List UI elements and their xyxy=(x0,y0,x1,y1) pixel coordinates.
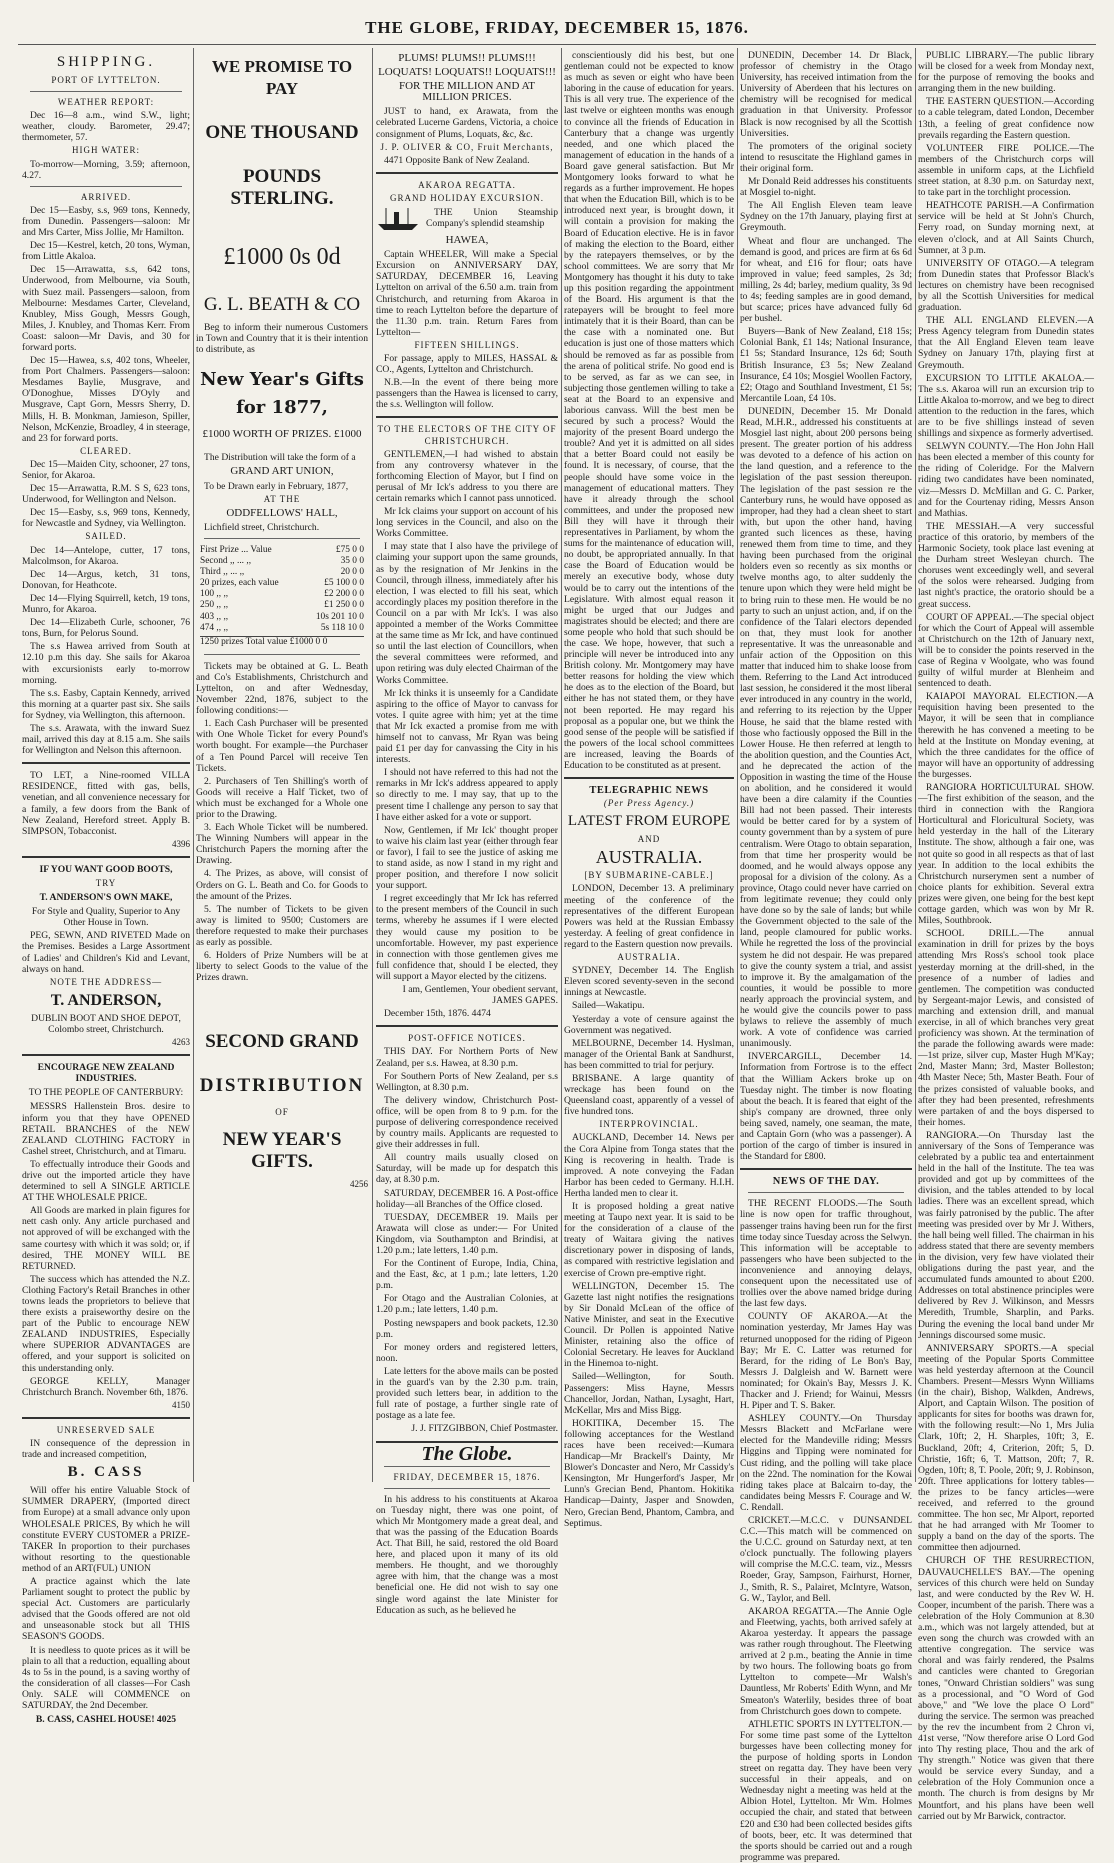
gifts-footer: NEW YEAR'S GIFTS. xyxy=(222,1128,342,1172)
australia-news: MELBOURNE, December 14. Hyslman, manager of the Oriental Bank at Sandhurst, has been committed to trial for perjury. xyxy=(564,1037,734,1071)
post-office-text: THIS DAY. For Northern Ports of New Zealand, per s.s. Hawea, at 8.30 p.m. xyxy=(376,1046,558,1069)
news-item: AKAROA REGATTA.—The Annie Ogle and Fleetwing, yachts, both arrived safely at Akaroa yesterday. It appears the passage was rather rough throughout. The Fleetwing arrived at 2 p.m., beating the Annie in time by two hours. The following boats go from Lyttelton to compete—Mr Walsh's Dauntless, Mr Roberts' Edith Wynn, and Mr Smeaton's Waterlily, besides three of boat from Christchurch goes down to compete. xyxy=(740,1605,912,1717)
regatta-fare: FIFTEEN SHILLINGS. xyxy=(414,339,520,350)
shipping-note: The s.s Hawea arrived from South at 12.10 p.m this day. She sails for Akaroa with excursionists early to-morrow morning. xyxy=(22,641,190,686)
drawn-text: To be Drawn early in February, 1877, xyxy=(204,480,349,492)
oliver-address: 4471 Opposite Bank of New Zealand. xyxy=(384,154,530,166)
conditions-intro: Tickets may be obtained at G. L. Beath and Co's Establishments, Christchurch and Lyttelton, on and after Wednesday, November 22nd, 1876, subject to the following conditions:— xyxy=(196,660,368,717)
prize-value: £1 250 0 0 xyxy=(324,600,364,611)
prize-label: Second ,, ... ,, xyxy=(200,556,252,567)
nz-heading: ENCOURAGE NEW ZEALAND INDUSTRIES. xyxy=(37,1062,175,1085)
masthead: THE GLOBE, FRIDAY, DECEMBER 15, 1876. xyxy=(365,18,749,37)
divider xyxy=(22,856,190,858)
australia-news: BRISBANE. A large quantity of wreckage has been found on the Queensland coast, apparently of a vessel of five hundred tons. xyxy=(564,1072,734,1118)
divider xyxy=(376,416,558,418)
news-item: THE MESSIAH.—A very successful practice of this oratorio, by members of the Harmonic Society, took place last evening at the Durham street Wesleyan church. The choruses went exceedingly well, and several of the solos were rehearsed. Judging from last night's practice, the oratorio should be a great success. xyxy=(918,520,1094,610)
news-item: ASHLEY COUNTY.—On Thursday Messrs Blackett and McFarlane were elected for the Mandeville riding; Messrs Higgins and Tipping were nominated for Cust riding, and the polling will take place on the 22nd. The nomination for the Kowai riding takes place at Balcairn to-day, the candidates being Messrs F. Courage and W. C. Rendall. xyxy=(740,1413,912,1513)
arrival-entry: Dec 15—Hawea, s.s, 402 tons, Wheeler, from Port Chalmers. Passengers—saloon: Mesdames Baylie, Musgrave, and O'Donoghue, Misses D'Oyly and Musgrave, Capt Gorn, Messrs Sherry, D. Mills, H. B. Monkman, Jamieson, Spiller, Nelson, McKenzie, Broadley, 4 in steerage, and 23 for forward ports. xyxy=(22,355,190,444)
latest-heading: LATEST FROM EUROPE xyxy=(567,813,731,830)
interprovincial-news: Sailed—Wellington, for South. Passengers: Miss Hayne, Messrs Chancellor, Jordan, Nathan, Lysaght, Hart, McKellar, Mrs and Miss Bigg. xyxy=(564,1371,734,1416)
ship-name: HAWEA, xyxy=(445,234,489,247)
post-office-text: Posting newspapers and book packets, 12.30 p.m. xyxy=(376,1317,558,1340)
post-office-text: For the Continent of Europe, India, China, and the East, &c, at 1 p.m.; late letters, 1.20 p.m. xyxy=(376,1258,558,1292)
at-the: AT THE xyxy=(263,493,301,504)
news-item: SCHOOL DRILL.—The annual examination in drill for prizes by the boys attending Mrs Ross's school took place yesterday morning at the drill-shed, in the presence of a number of ladies and gentlemen. The competition was conducted by Sergeant-major Lewis, and consisted of marching and extension drill, and manual exercise, in all of which branches very great proficiency was shown. At the termination of the parade the following awards were made:—1st prize, silver cup, Master Hugh M'Kay; 2nd, Master Mann; 3rd, Master Bolleston; 4th Master Nece; 5th, Master Beath. Four of the prizes consisted of valuable books, and after they had been presented, refreshments were partaken of and the boys dispersed to their homes. xyxy=(918,928,1094,1128)
nz-text: To effectually introduce their Goods and drive out the imported article they have determined to sell A SINGLE ARTICLE AT THE WHOLESALE PRICE. xyxy=(22,1158,190,1204)
sale-text: Will offer his entire Valuable Stock of SUMMER DRAPERY, (Imported direct from Europe) at a small advance only upon WHOLESALE PRICES, By which he will constitute EVERY CUSTOMER a PRIZE-TAKER In proportion to their purchases without resorting to the questionable method of an ART(FUL) UNION xyxy=(22,1485,190,1574)
electors-text: Mr Ick claims your support on account of his long services in the Council, and also on the Works Committee. xyxy=(376,506,558,540)
invercargill-news: INVERCARGILL, December 14. Information from Fortrose is to the effect that the William Ackers broke up on Tuesday night. The timber is now floating about the beach. It is feared that eight of the ship's company are drowned, three only being saved, namely, one seaman, the mate, and Captain Gorn (who was a passenger). A portion of the cargo of timber is insured in the Standard for £800. xyxy=(740,1051,912,1163)
prize-table xyxy=(200,545,364,648)
column-6 xyxy=(918,50,1094,1822)
condition: 6. Holders of Prize Numbers will be at liberty to select Goods to the value of the Prizes drawn. xyxy=(196,950,368,984)
interprovincial-news: WELLINGTON, December 15. The Gazette last night notifies the resignations by Sir Donald McLean of the office of Native Minister, and seat in the Executive Council. Dr Pollen is appointed Native Minister, retaining also the office of Colonial Secretary. He leaves for Auckland in the Hinemoa to-night. xyxy=(564,1280,734,1370)
prize-label: 100 ,, ,, xyxy=(200,589,229,600)
shipping-note: The s.s. Arawata, with the inward Suez mail, arrived this day at 8.15 a.m. She sails for Wellington and Nelson this afternoon. xyxy=(22,722,190,757)
australia-news: Sailed—Wakatipu. xyxy=(572,1000,645,1012)
gifts-heading: New Year's Gifts xyxy=(200,369,364,391)
prize-row xyxy=(200,623,364,634)
regatta-text: Captain WHEELER, Will make a Special Excursion on ANNIVERSARY DAY, SATURDAY, DECEMBER 16, Leaving Lyttelton on arrival of the 6.50 a.m. train from Christchurch, and returning from Akaroa in time to reach Lyttelton before the departure of the 11.30 p.m. train. Return Fares from Lyttelton— xyxy=(376,249,558,338)
news-of-day-heading: NEWS OF THE DAY. xyxy=(772,1176,880,1188)
shipping-note: The s.s. Easby, Captain Kennedy, arrived this morning at a quarter past six. She sails for Sydney, via Wellington, this afternoon. xyxy=(22,687,190,721)
divider xyxy=(564,777,734,779)
electors-text: Mr Ick thinks it is unseemly for a Candidate aspiring to the office of Mayor to canvass for votes. I quite agree with him; yet at the time that Mr Ick exacted a promise from me with himself not to canvass, Mr Ryan was being paid £1 per day for canvassing the City in his interests. xyxy=(376,687,558,766)
prize-value: £5 100 0 0 xyxy=(324,578,364,589)
prize-label: 20 prizes, each value xyxy=(200,578,279,589)
column-5 xyxy=(740,50,912,1863)
divider xyxy=(22,762,190,764)
nz-text: MESSRS Hallenstein Bros. desire to inform you that they have OPENED RETAIL BRANCHES of the NEW ZEALAND CLOTHING FACTORY in Cashel street, Christchurch, and at Timaru. xyxy=(22,1101,190,1157)
europe-news: LONDON, December 13. A preliminary meeting of the conference of the representatives of the different European Powers was held at the Russian Embassy yesterday. A feeling of great confidence in regard to the Eastern question now prevails. xyxy=(564,883,734,950)
beath-line-1: WE PROMISE TO PAY xyxy=(211,57,353,98)
condition: 2. Purchasers of Ten Shilling's worth of Goods will receive a Half Ticket, two of which must be exchanged for a Whole one prior to the Drawing. xyxy=(196,775,368,820)
dunedin-news: DUNEDIN, December 14. Dr Black, professor of chemistry in the Otago University, has received intimation from the University of Aberdeen that his lectures on chemistry will be recognised for medical graduation in that University. Professor Black is now recognised by all the Scottish Universities. xyxy=(740,50,912,139)
boots-try: TRY xyxy=(95,878,117,888)
sale-name: B. CASS xyxy=(67,1464,145,1481)
prize-label: 250 ,, ,, xyxy=(200,600,229,611)
condition: 1. Each Cash Purchaser will be presented with One Whole Ticket for every Pound's worth bought. For example—the Purchaser of a Ten Pound Parcel will receive Ten Tickets. xyxy=(196,718,368,774)
oliver-text: JUST to hand, ex Arawata, from the celebrated Lucerne Gardens, Victoria, a choice consignment of Plums, Loquats, &c, &c. xyxy=(376,106,558,140)
column-divider xyxy=(193,48,194,1482)
sale-text: It is needless to quote prices as it will be plain to all that a reduction, equalling about 4s to 5s in the pound, is a saving worthy of the consideration of all classes—For Cash Only. SALE will COMMENCE on SATURDAY, the 2nd December. xyxy=(22,1644,190,1711)
condition: 5. The number of Tickets to be given away is limited to 9500; Customers are therefore requested to make their purchases as early as possible. xyxy=(196,903,368,949)
sailed-entry: Dec 14—Elizabeth Curle, schooner, 76 tons, Burn, for Pelorus Sound. xyxy=(22,617,190,640)
news-item: RANGIORA.—On Thursday last the anniversary of the Sons of Temperance was celebrated by a public tea and entertainment held in the hall of the Institute. The tea was provided and got up by committees of the division, and the tables attended to by local ladies. There was an excellent spread, which was fairly patronised by the public. The after meeting was presided over by Mr J. Withers, the hall being well filled. The chairman in his address stated that there are seventy members in the division, very few have violated their obligations during the past year, and the accumulated funds amounted to about £200. Addresses on total abstinence principles were delivered by Rev J. Wilkinson, and Messrs Meredith, Trumble, Sharplin, and Parks. During the evening the local band under Mr Jennings discoursed some music. xyxy=(918,1129,1094,1341)
electors-text: Now, Gentlemen, if Mr Ick' thought proper to waive his claim last year (either through fear or favor), I fail to see the justice of asking me to stand aside, as now I stand in my right and proper position, and therefore I now solicit your support. xyxy=(376,824,558,892)
regatta-subheading: GRAND HOLIDAY EXCURSION. xyxy=(389,192,545,203)
prize-label: Third ,, ... ,, xyxy=(200,567,245,578)
column-2 xyxy=(196,50,368,1482)
prize-value: 35 0 0 xyxy=(340,556,364,567)
electors-text: I may state that I also have the privilege of claiming your support upon the same grounds, as by the resignation of Mr Jenkins in the Council, through illness, immediately after his election, I was elected to fill his seat, which accordingly places my position therefore in the Council on a par with Mr Ick's. I was also appointed a member of the Works Committee at the same time as Mr Ick, and have continued so until the last election of Councillors, when the several committees were reformed, and upon retiring was duly elected Chairman of the Works Committee. xyxy=(376,541,558,686)
beath-money: £1000 0s 0d xyxy=(223,244,341,270)
regatta-notice xyxy=(376,206,558,232)
news-item: THE EASTERN QUESTION.—According to a cable telegram, dated London, December 13th, a feeling of great confidence now prevails regarding the Eastern question. xyxy=(918,96,1094,141)
column-divider xyxy=(561,48,562,1482)
divider xyxy=(22,1417,190,1419)
news-item: HEATHCOTE PARISH.—A Confirmation service will be held at St John's Church, Ferry road, on Sunday morning next, at eleven o'clock, and at All Saints Church, Sumner, at 3 p.m. xyxy=(918,200,1094,256)
nz-subheading: TO THE PEOPLE OF CANTERBURY: xyxy=(28,1087,184,1099)
condition: 4. The Prizes, as above, will consist of Orders on G. L. Beath and Co. for Goods to the amount of the Prizes. xyxy=(196,868,368,902)
divider xyxy=(204,538,360,539)
divider xyxy=(376,1025,558,1027)
column-divider xyxy=(737,48,738,1482)
to-let-ad: TO LET, a Nine-roomed VILLA RESIDENCE, fitted with gas, bells, venetian, and all convenience necessary for a family, a few doors from the Bank of New Zealand, Hereford street. Apply B. SIMPSON, Tobacconist. xyxy=(22,770,190,837)
australia-heading: AUSTRALIA. xyxy=(595,847,703,868)
news-item: COUNTY OF AKAROA.—At the nomination yesterday, Mr James Hay was returned unopposed for the riding of Pigeon Bay; Mr E. C. Latter was returned for Berard, for the riding of Le Bon's Bay, Messrs J. Dalgleish and W. Barnett were nominated; for Okain's Bay, Messrs J. K. Thacker and J. Friend; for Wainui, Messrs H. Piper and T. S. Baker. xyxy=(740,1311,912,1412)
and-word: AND xyxy=(637,834,661,845)
cleared-entry: Dec 15—Maiden City, schooner, 27 tons, Senior, for Akaroa. xyxy=(22,458,190,481)
prize-row xyxy=(200,578,364,589)
beath-intro: Beg to inform their numerous Customers in Town and Country that it is their intention to distribute, as xyxy=(196,322,368,356)
prize-row xyxy=(200,589,364,600)
post-office-text: For Otago and the Australian Colonies, at 1.20 p.m.; late letters, 1.40 p.m. xyxy=(376,1293,558,1316)
dunedin-news: Mr Donald Reid addresses his constituents at Mosgiel to-night. xyxy=(740,176,912,199)
arrival-entry: Dec 15—Kestrel, ketch, 20 tons, Wyman, from Little Akaloa. xyxy=(22,240,190,263)
australia-subheading: AUSTRALIA. xyxy=(617,952,681,963)
divider xyxy=(384,1488,550,1489)
sale-footer: B. CASS, CASHEL HOUSE! 4025 xyxy=(35,1714,177,1726)
high-water: To-morrow—Morning, 3.59; afternoon, 4.27. xyxy=(22,158,190,181)
plums-heading: PLUMS! PLUMS!! PLUMS!!! xyxy=(398,52,536,64)
prize-row xyxy=(200,612,364,623)
divider xyxy=(30,186,182,187)
gifts-year: for 1877, xyxy=(236,397,328,419)
news-item: CHURCH OF THE RESURRECTION, DAUVAUCHELLE'S BAY.—The opening services of this church were held on Sunday last, and were conducted by the Rev W. H. Cooper, incumbent of the parish. There was a celebration of the Holy Communion at 8.30 a.m., which was not largely attended, but at even song the church was crowded with an attentive congregation. The service was choral and was fairly rendered, the Psalms and canticles were chanted to Gregorian tones, "Onward Christian soldiers" was sung as a processional, and "O Word of God above," and "We love the place O Lord" during the service. The sermon was preached by the rev the incumbent from 2 Chron vi, 41st verse, "Now therefore arise O Lord God into Thy resting place, Thou and the ark of Thy strength." Notice was given that there would be service every Sunday, and a celebration of the Holy Communion once a month. The church is from designs by Mr Mountfort, and his plans have been well carried out by Mr Barwick, contractor. xyxy=(918,1555,1094,1822)
electors-text: I should not have referred to this had not the remarks in Mr Ick's address appeared to apply so directly to me. I may say, that up to the present time I challenge any person to say that I have either asked for a vote or support. xyxy=(376,767,558,823)
beath-line-2: ONE THOUSAND xyxy=(205,122,359,143)
dunedin-news: The promoters of the original society intend to resuscitate the Highland games in their original form. xyxy=(740,140,912,174)
dunedin-news: The All English Eleven team leave Sydney on the 17th January, playing first at Greymouth. xyxy=(740,200,912,234)
nz-text: GEORGE KELLY, Manager Christchurch Branch. November 6th, 1876. xyxy=(22,1375,190,1398)
news-item: UNIVERSITY OF OTAGO.—A telegram from Dunedin states that Professor Black's lectures on chemistry have been recognised by all the Scottish Universities for medical graduation. xyxy=(918,257,1094,314)
interprovincial-news: It is proposed holding a great native meeting at Taupo next year. It is said to be for the consideration of a clause of the treaty of Waitara giving the natives discretionary power in disposing of lands, as compared with restrictive legislation and exercise of Crown pre-emptive right. xyxy=(564,1201,734,1279)
prize-label: 474 ,, ,, xyxy=(200,622,229,633)
beath-line-3: POUNDS STERLING. xyxy=(230,166,334,209)
cleared-entry: Dec 15—Arrawatta, R.M. S S, 623 tons, Underwood, for Wellington and Nelson. xyxy=(22,483,190,506)
post-office-text: For money orders and registered letters, noon. xyxy=(376,1341,558,1364)
boots-address: DUBLIN BOOT AND SHOE DEPOT, Colombo street, Christchurch. xyxy=(31,1012,181,1035)
news-item: KAIAPOI MAYORAL ELECTION.—A requisition having been presented to the Mayor, it will be seen that in compliance therewith he has convened a meeting to be held at the Institute on Monday evening, at which the three candidates for the office of mayor will have an opportunity of addressing the burgesses. xyxy=(918,691,1094,780)
prize-label: 403 ,, ,, xyxy=(200,611,229,622)
news-item: ATHLETIC SPORTS IN LYTTELTON.—For some time past some of the Lyttelton burgesses have been collecting money for the purpose of holding sports in London street on regatta day. They have been very successful in their appeals, and on Wednesday night a meeting was held at the Albion Hotel, Lyttelton. Mr Wm. Holmes occupied the chair, and stated that between £20 and £30 had been collected besides gifts of boots, beer, etc. It was determined that the sports should be carried out and a rough programme was prepared. xyxy=(740,1718,912,1863)
dunedin-news: Buyers—Bank of New Zealand, £18 15s; Colonial Bank, £1 14s; National Insurance, £1 5s; Standard Insurance, 12s 6d; South British Insurance, £3 5s; New Zealand Insurance, £4 10s; Mosgiel Woollen Factory, £2; Otago and Southland Investment, £1 5s; Mercantile Loan, £4 10s. xyxy=(740,326,912,404)
sale-heading: UNRESERVED SALE xyxy=(56,1424,156,1435)
weather-heading: WEATHER REPORT: xyxy=(57,97,155,108)
prize-row xyxy=(200,545,364,556)
news-item: VOLUNTEER FIRE POLICE.—The members of the Christchurch corps will assemble in uniform caps, at the Lichfield street station, at 8.30 p.m. on Saturday next, to take part in the torchlight procession. xyxy=(918,142,1094,199)
boots-name: T. ANDERSON, xyxy=(50,991,162,1009)
prize-value: £75 0 0 xyxy=(335,544,364,555)
ad-number: 4256 xyxy=(350,1178,368,1189)
condition: 3. Each Whole Ticket will be numbered. The Winning Numbers will appear in the Christchurch Papers the morning after the Drawing. xyxy=(196,822,368,867)
divider xyxy=(384,1466,550,1467)
arrival-entry: Dec 15—Arrawatta, s.s, 642 tons, Underwood, from Melbourne, via South, with Suez mail. Passengers—saloon, from Melbourne: Mesdames Carter, Cleveland, Knubley, Miss Gough, Messrs Gough, Miles, J. Knubley, and Thomas Kerr. From Coast: saloon—Mr Davis, and 30 for forward ports. xyxy=(22,264,190,353)
electors-text: GENTLEMEN,—I had wished to abstain from any controversy whatever in the forthcoming Election of Mayor, but I find on perusal of Mr Ick's address to you there are certain remarks which I cannot pass unnoticed. xyxy=(376,448,558,504)
boots-text: PEG, SEWN, AND RIVETED Made on the Premises. Besides a Large Assortment of Ladies' and Children's Kid and Levant, always on hand. xyxy=(22,930,190,975)
hall-address: Lichfield street, Christchurch. xyxy=(204,521,320,533)
sale-text: A practice against which the late Parliament sought to protect the public by special Act. Customers are particularly advised that the Goods offered are not old and unseasonable stock but all THIS SEASON'S GOODS. xyxy=(22,1575,190,1643)
divider xyxy=(22,1054,190,1056)
second-grand: SECOND GRAND xyxy=(205,1031,359,1053)
column-divider xyxy=(372,48,373,1482)
ad-number: 4150 xyxy=(172,1399,190,1410)
boots-text: For Style and Quality, Superior to Any Other House in Town. xyxy=(31,906,181,929)
post-office-text: For Southern Ports of New Zealand, per s.s Wellington, at 8.30 p.m. xyxy=(376,1070,558,1093)
australia-news: Yesterday a vote of censure against the Government was negatived. xyxy=(564,1013,734,1036)
divider xyxy=(740,1168,912,1170)
ad-number: 4396 xyxy=(172,838,190,849)
high-water-heading: HIGH WATER: xyxy=(71,145,141,156)
distribution-heading: DISTRIBUTION xyxy=(199,1075,365,1097)
arrived-heading: ARRIVED. xyxy=(80,191,132,202)
news-item: CRICKET.—M.C.C. v DUNSANDEL C.C.—This match will be commenced on the U.C.C. ground on Saturday next, at ten o'clock punctually. The following players will comprise the M.C.C. team, viz., Messrs Roeder, Gray, Sampson, Fairhurst, Horner, J., Smith, R. S., Palairet, McIntyre, Watson, G. W., Taylor, and Bell. xyxy=(740,1515,912,1604)
boots-heading: IF YOU WANT GOOD BOOTS, xyxy=(39,863,173,875)
news-item: ANNIVERSARY SPORTS.—A special meeting of the Popular Sports Committee was held yesterday afternoon at the Council Chambers. Present—Messrs Wynn Williams (in the chair), Bishop, Walkden, Andrews, Alport, and Captain Wilson. The position of applicants for sites for booths was drawn for, with the following result:—No 1, Mrs Julia Clark, 10ft; 2, H. Sharples, 10ft; 3, E. Buckland, 20ft; 4, Criterion, 20ft; 5, D. Christie, 16ft; 6, T. Mattson, 20ft; 7, R. Ogden, 10ft; 8, T. Poole, 20ft; 9, J. Robinson, 20ft. Three applications for lottery tables—the prizes to be fancy articles—were received, and referred to the ground committee. The hon sec, Mr Alport, reported that he had arranged with Mr Toomer to supply a band on the day of the sports. The committee then adjourned. xyxy=(918,1342,1094,1554)
electors-date: December 15th, 1876. 4474 xyxy=(384,1008,491,1020)
arrival-entry: Dec 15—Easby, s.s, 969 tons, Kennedy, from Dunedin. Passengers—saloon: Mr and Mrs Carter, Miss Jollie, Mr Hamilton. xyxy=(22,204,190,239)
cleared-entry: Dec 15—Easby, s.s, 969 tons, Kennedy, for Newcastle and Sydney, via Wellington. xyxy=(22,507,190,530)
news-item: THE ALL ENGLAND ELEVEN.—A Press Agency telegram from Dunedin states that the All England Eleven team leave Sydney on January 17th, playing first at Greymouth. xyxy=(918,315,1094,371)
prize-total: 1250 prizes Total value £1000 0 0 xyxy=(200,636,328,647)
interprovincial-news: HOKITIKA, December 15. The following acceptances for the Westland races have been received:—Kumara Handicap—Mr Brackell's Dainty, Mr Blower's Doncaster and Nero, Mr Cassidy's Kensington, Mr Hungerford's Jasper, Mr Lunn's Grecian Bend, Phantom. Hokitika Handicap—Dainty, Jasper and Snowden, Nero, Grecian Bend, Phantom, Cambra, and Septimus. xyxy=(564,1417,734,1529)
column-3 xyxy=(376,50,558,1616)
art-union: GRAND ART UNION, xyxy=(230,465,334,478)
dist-text: The Distribution will take the form of a xyxy=(204,452,356,464)
boots-address-heading: NOTE THE ADDRESS— xyxy=(49,976,163,987)
nz-text: The success which has attended the N.Z. Clothing Factory's Retail Branches in other towns leads the proprietors to believe that there exists a praiseworthy desire on the part of the Public to encourage NEW ZEALAND INDUSTRIES, Especially where SUPERIOR ADVANTAGES are offered, and your support is solicited on this understanding only. xyxy=(22,1273,190,1374)
globe-title: The Globe. xyxy=(421,1442,513,1465)
regatta-heading: AKAROA REGATTA. xyxy=(418,179,516,190)
sailed-entry: Dec 14—Flying Squirrell, ketch, 19 tons, Munro, for Akaroa. xyxy=(22,592,190,616)
steamship-icon xyxy=(376,206,420,232)
post-office-text: Late letters for the above mails can be posted in the guard's van by the 2.30 p.m. train, provided such letters bear, in addition to the full rate of postage, a further single rate of postage as a late fee. xyxy=(376,1365,558,1422)
news-item: COURT OF APPEAL.—The special object for which the Court of Appeal will assemble at Christchurch on the 12th of January next, will be to consider the points reserved in the case of Regina v Woolgate, who was found guilty of wilful murder at Blenheim and sentenced to death. xyxy=(918,611,1094,690)
news-item: SELWYN COUNTY.—The Hon John Hall has been elected a member of this county for the riding of Coleridge. For the Malvern riding two candidates have been nominated, viz—Messrs D. McMillan and G. C. Parker, and for the Courtenay riding, Messrs Anson and Mathias. xyxy=(918,441,1094,519)
divider xyxy=(204,654,360,655)
worth-line: £1000 WORTH OF PRIZES. £1000 xyxy=(202,428,362,441)
column-divider xyxy=(915,48,916,1482)
prize-row xyxy=(200,600,364,611)
prize-value: 10s 201 10 0 xyxy=(315,611,364,622)
prize-value: £2 200 0 0 xyxy=(324,589,364,600)
prize-value: 5s 118 10 0 xyxy=(320,622,364,633)
telegraphic-heading: TELEGRAPHIC NEWS xyxy=(589,785,709,797)
news-item: RANGIORA HORTICULTURAL SHOW.—The first exhibition of the season, and the third in connection with the Rangiora Horticultural and Floricultural Society, was held yesterday in the hall of the Literary Institute. The show, although a fair one, was not quite so good in all respects as that of last year. In addition to the local exhibits the Christchurch nurserymen sent a number of choice plants for exhibition. Several extra prizes were given, one being for the best kept cottage garden, which was won by Mr R. Miles, Southbrook. xyxy=(918,782,1094,927)
post-office-sign: J. J. FITZGIBBON, Chief Postmaster. xyxy=(411,1423,558,1435)
post-office-text: The delivery window, Christchurch Post-office, will be open from 8 to 9 p.m. for the purpose of delivering correspondence received by country mails. Applicants are requested to give their addresses in full. xyxy=(376,1094,558,1151)
regatta-text: N.B.—In the event of there being more passengers than the Hawea is licensed to carry, the s.s. Wellington will follow. xyxy=(376,377,558,411)
leader-text: In his address to his constituents at Akaroa on Tuesday night, there was one point, of which Mr Montgomery made a great deal, and that was the passing of the Education Boards Act. That Bill, he said, restored the old Board here, and placed upon it many of its old members. He thought, and we thoroughly agree with him, that the change was a most beneficial one. He did not wish to say one single word against the late Minister for Education as such, as he believed he xyxy=(376,1493,558,1616)
divider xyxy=(748,1192,904,1193)
electors-text: I regret exceedingly that Mr Ick has referred to the present members of the Council in such terms, whereby he assumes if I were elected they would cause my position to be uncomfortable. However, my past experience in connection with those gentlemen gives me full confidence that, should I be elected, they will support a Mayor elected by the citizens. xyxy=(376,893,558,982)
sale-text: IN consequence of the depression in trade and increased competition, xyxy=(22,1438,190,1461)
boots-maker: T. ANDERSON'S OWN MAKE, xyxy=(39,892,173,904)
oliver-name: J. P. OLIVER & CO, Fruit Merchants, xyxy=(380,141,554,152)
divider xyxy=(376,172,558,174)
leader-text: conscientiously did his best, but one gentleman could not be expected to know as much as seven or eight who have been laboring in the cause of education for years. This is all very true. The experience of the last twelve or eighteen months was enough to convince all the friends of Education in Canterbury that a change was urgently needed, and one which placed the management of education in the hands of a Board gave general satisfaction. But Mr Montgomery looks forward to what he regards as a further improvement. He hopes that when the Education Bill, which is to be introduced next year, is brought down, it will contain a provision for making the Board of Education elective. He is in favor of making the election to the Board, either by the ratepayers themselves, or by the school committees. We are sorry that Mr Montgomery has thought it his duty to take up this position regarding the appointment of the Board. His argument is that the ratepayers will be brought to feel more intimately that it is their Board, than can be the case with a nominated one. But education is just one of those matters which should be removed as far as possible from the arena of political strife. No good end is to be served, as far as we can see, in subjecting those gentlemen willing to take a seat at the Board to an expensive and laborious canvass. Will the best men be secured by such a process? Would the majority of the present Board undergo the trouble? And yet it is admitted on all sides that a better Board could not easily be found. It is necessary, of course, that the people should have some voice in the management of educational matters. They have it already through the school committees, and under the proposed new Bill they will have it through their representatives in Parliament, by whom the sums for the maintenance of education will, no doubt, be appropriated annually. In that case the Board of Education would be merely an executive body, whose duty would be to carry out the intentions of the Legislature. With almost equal reason it might be urged that our Judges and magistrates should be elected; and there are some people who hold that such should be the case. We hope, however, that such a principle will never be introduced into any British colony. Mr. Montgomery may have better reasons for holding the view which he does as to the election of the Board, but either he has not stated them, or they have not been reported. He may regard his proposal as a popular one, but we think the good sense of the people will be satisfied if the powers of the local school committees are increased, leaving the Boards of Education to be constituted as at present. xyxy=(564,50,734,771)
news-item: EXCURSION TO LITTLE AKALOA.—The s.s. Akaroa will run an excursion trip to Little Akaloa to-morrow, and we beg to direct attention to the reduction in the fares, which are to be five shillings instead of seven shillings and sixpence as formerly advertised. xyxy=(918,372,1094,440)
post-office-text: TUESDAY, DECEMBER 19. Mails per Arawata will close as under:— For United Kingdom, via Southampton and Brindisi, at 1.20 p.m.; late letters, 1.40 p.m. xyxy=(376,1211,558,1256)
news-item: THE RECENT FLOODS.—The South line is now open for traffic throughout, passenger trains having been run for the first time today since Tuesday across the Selwyn. This information will be acceptable to passengers who have been subjected to the inconvenience and annoying delays, consequent upon the necessitated use of trollies over the above named bridge during the last few days. xyxy=(740,1198,912,1310)
sailed-entry: Dec 14—Argus, ketch, 31 tons, Donovan, for Heathcote. xyxy=(22,568,190,591)
prize-row xyxy=(200,567,364,578)
column-1 xyxy=(22,50,190,1726)
beath-firm: G. L. BEATH & CO xyxy=(203,294,361,315)
telegraphic-sub: (Per Press Agency.) xyxy=(603,798,695,809)
cleared-heading: CLEARED. xyxy=(80,445,132,456)
ad-number: 4263 xyxy=(172,1037,190,1048)
sailed-entry: Dec 14—Antelope, cutter, 17 tons, Malcolmson, for Akaroa. xyxy=(22,544,190,567)
interprovincial-news: AUCKLAND, December 14. News per the Cora Alpine from Tonga states that the King is recovering in health. Trade is improved. A note conveying the Fadan Harbor has been ceded to Germany. H.I.H. Hertha landed men to clear it. xyxy=(564,1132,734,1199)
regatta-text: THE Union Steamship Company's splendid steamship xyxy=(426,206,558,230)
dunedin-news: Wheat and flour are unchanged. The demand is good, and prices are firm at 6s 6d for wheat, and £16 for flour; oats have improved in value; feed samples, 2s 3d; milling, 2s 4d; barley, medium quality, 3s 9d to 4s; feeding samples are in good demand, but scarce; prices have advanced fully 6d per bushel. xyxy=(740,235,912,325)
shipping-heading: SHIPPING. xyxy=(56,54,156,70)
post-office-heading: POST-OFFICE NOTICES. xyxy=(408,1033,526,1044)
australia-news: SYDNEY, December 14. The English Eleven scored seventy-seven in the second innings at Newcastle. xyxy=(564,965,734,999)
leader-date: FRIDAY, DECEMBER 15, 1876. xyxy=(393,1471,541,1482)
million-heading: FOR THE MILLION AND AT MILLION PRICES. xyxy=(398,80,536,104)
weather-report: Dec 16—8 a.m., wind S.W., light; weather, cloudy. Barometer, 29.47; thermometer, 57. xyxy=(22,110,190,144)
electors-sign: I am, Gentlemen, Your obedient servant, JAMES GAPES. xyxy=(402,984,558,1007)
divider xyxy=(30,91,182,92)
top-rule xyxy=(18,44,1096,45)
post-office-text: All country mails usually closed on Saturday, will be made up for despatch this day, at 8.30 p.m. xyxy=(376,1152,558,1186)
loquats-heading: LOQUATS! LOQUATS!! LOQUATS!!! xyxy=(378,66,556,79)
news-item: PUBLIC LIBRARY.—The public library will be closed for a week from Monday next, for the purpose of removing the books and arranging them in the new building. xyxy=(918,50,1094,95)
prize-value: 20 0 0 xyxy=(340,567,364,578)
interprovincial-heading: INTERPROVINCIAL. xyxy=(599,1119,699,1130)
prize-label: First Prize ... Value xyxy=(200,544,272,555)
hall-name: ODDFELLOWS' HALL, xyxy=(226,506,338,519)
post-office-text: SATURDAY, DECEMBER 16. A Post-office holiday—all Branches of the Office closed. xyxy=(376,1187,558,1210)
regatta-text: For passage, apply to MILES, HASSAL & CO., Agents, Lyttelton and Christchurch. xyxy=(376,352,558,376)
nz-text: All Goods are marked in plain figures for nett cash only. Any article purchased and not approved of will be exchanged with the same courtesy with which it was sold; or, if desired, THE MONEY WILL BE RETURNED. xyxy=(22,1205,190,1272)
of-word: OF xyxy=(275,1107,289,1118)
sailed-heading: SAILED. xyxy=(85,531,127,542)
column-4 xyxy=(564,50,734,1529)
cable-note: [BY SUBMARINE-CABLE.] xyxy=(584,870,714,881)
prize-row xyxy=(200,556,364,567)
electors-heading: TO THE ELECTORS OF THE CITY OF CHRISTCHURCH. xyxy=(377,424,557,446)
dunedin-news: DUNEDIN, December 15. Mr Donald Read, M.H.R., addressed his constituents at Mosgiel last night, about 200 persons being present. The greater portion of his address was devoted to a defence of his action on the land question, and a reference to the legislation of the past session thereupon. The legislation of the past session re the Canterbury runs, he would have opposed as improper, had they had a clean sheet to start with, but upon the other hand, having granted such licences as these, having renewed them from time to time, and they having been purchased from the original holders even so recently as six months or twelve months ago, to alter suddenly the tenure upon which they were held might be to bring ruin to these men. He would be no party to such an unjust action, and, if on the confidence of the Talari electors depended on that, they must look for another representative. It was the unreasonable and unfair action of the Opposition on this matter that induced him to shake loose from them. Referring to the Land Act introduced last session, he considered it the most liberal ever introduced in any country in the world, and referring to its rejection by the Upper House, he said that the blame rested with those who factiously opposed the Bill in the Lower House. He then referred at length to the abolition question, and the Counties Act, and he deprecated the action of the Opposition in wasting the time of the House on abolition, and he considered it would have been a dire calamity if the Counties Bill had not been passed. Their interests would be better cared for by a system of county government than by a system of pure centralism. Were Otago to obtain separation, from that time her prosperity would be doomed, and he would always oppose any proposal for a division of the colony. As a province, Otago could never have carried on from legitimate revenue; they could only have done so by the sale of lands; but while the Government objected to the sale of the land, people clamoured for public works. While he regretted the loss of the provincial system he did not despair. He was prepared to give the county system a trial, and assist to improve it. By the amalgamation of the counties, it would be possible to more nearly approach the provincial system, and he would give the councils power to pass bylaws to relieve the assembly of much work. A vote of confidence was carried unanimously. xyxy=(740,405,912,1050)
port-heading: PORT OF LYTTELTON. xyxy=(51,75,161,85)
